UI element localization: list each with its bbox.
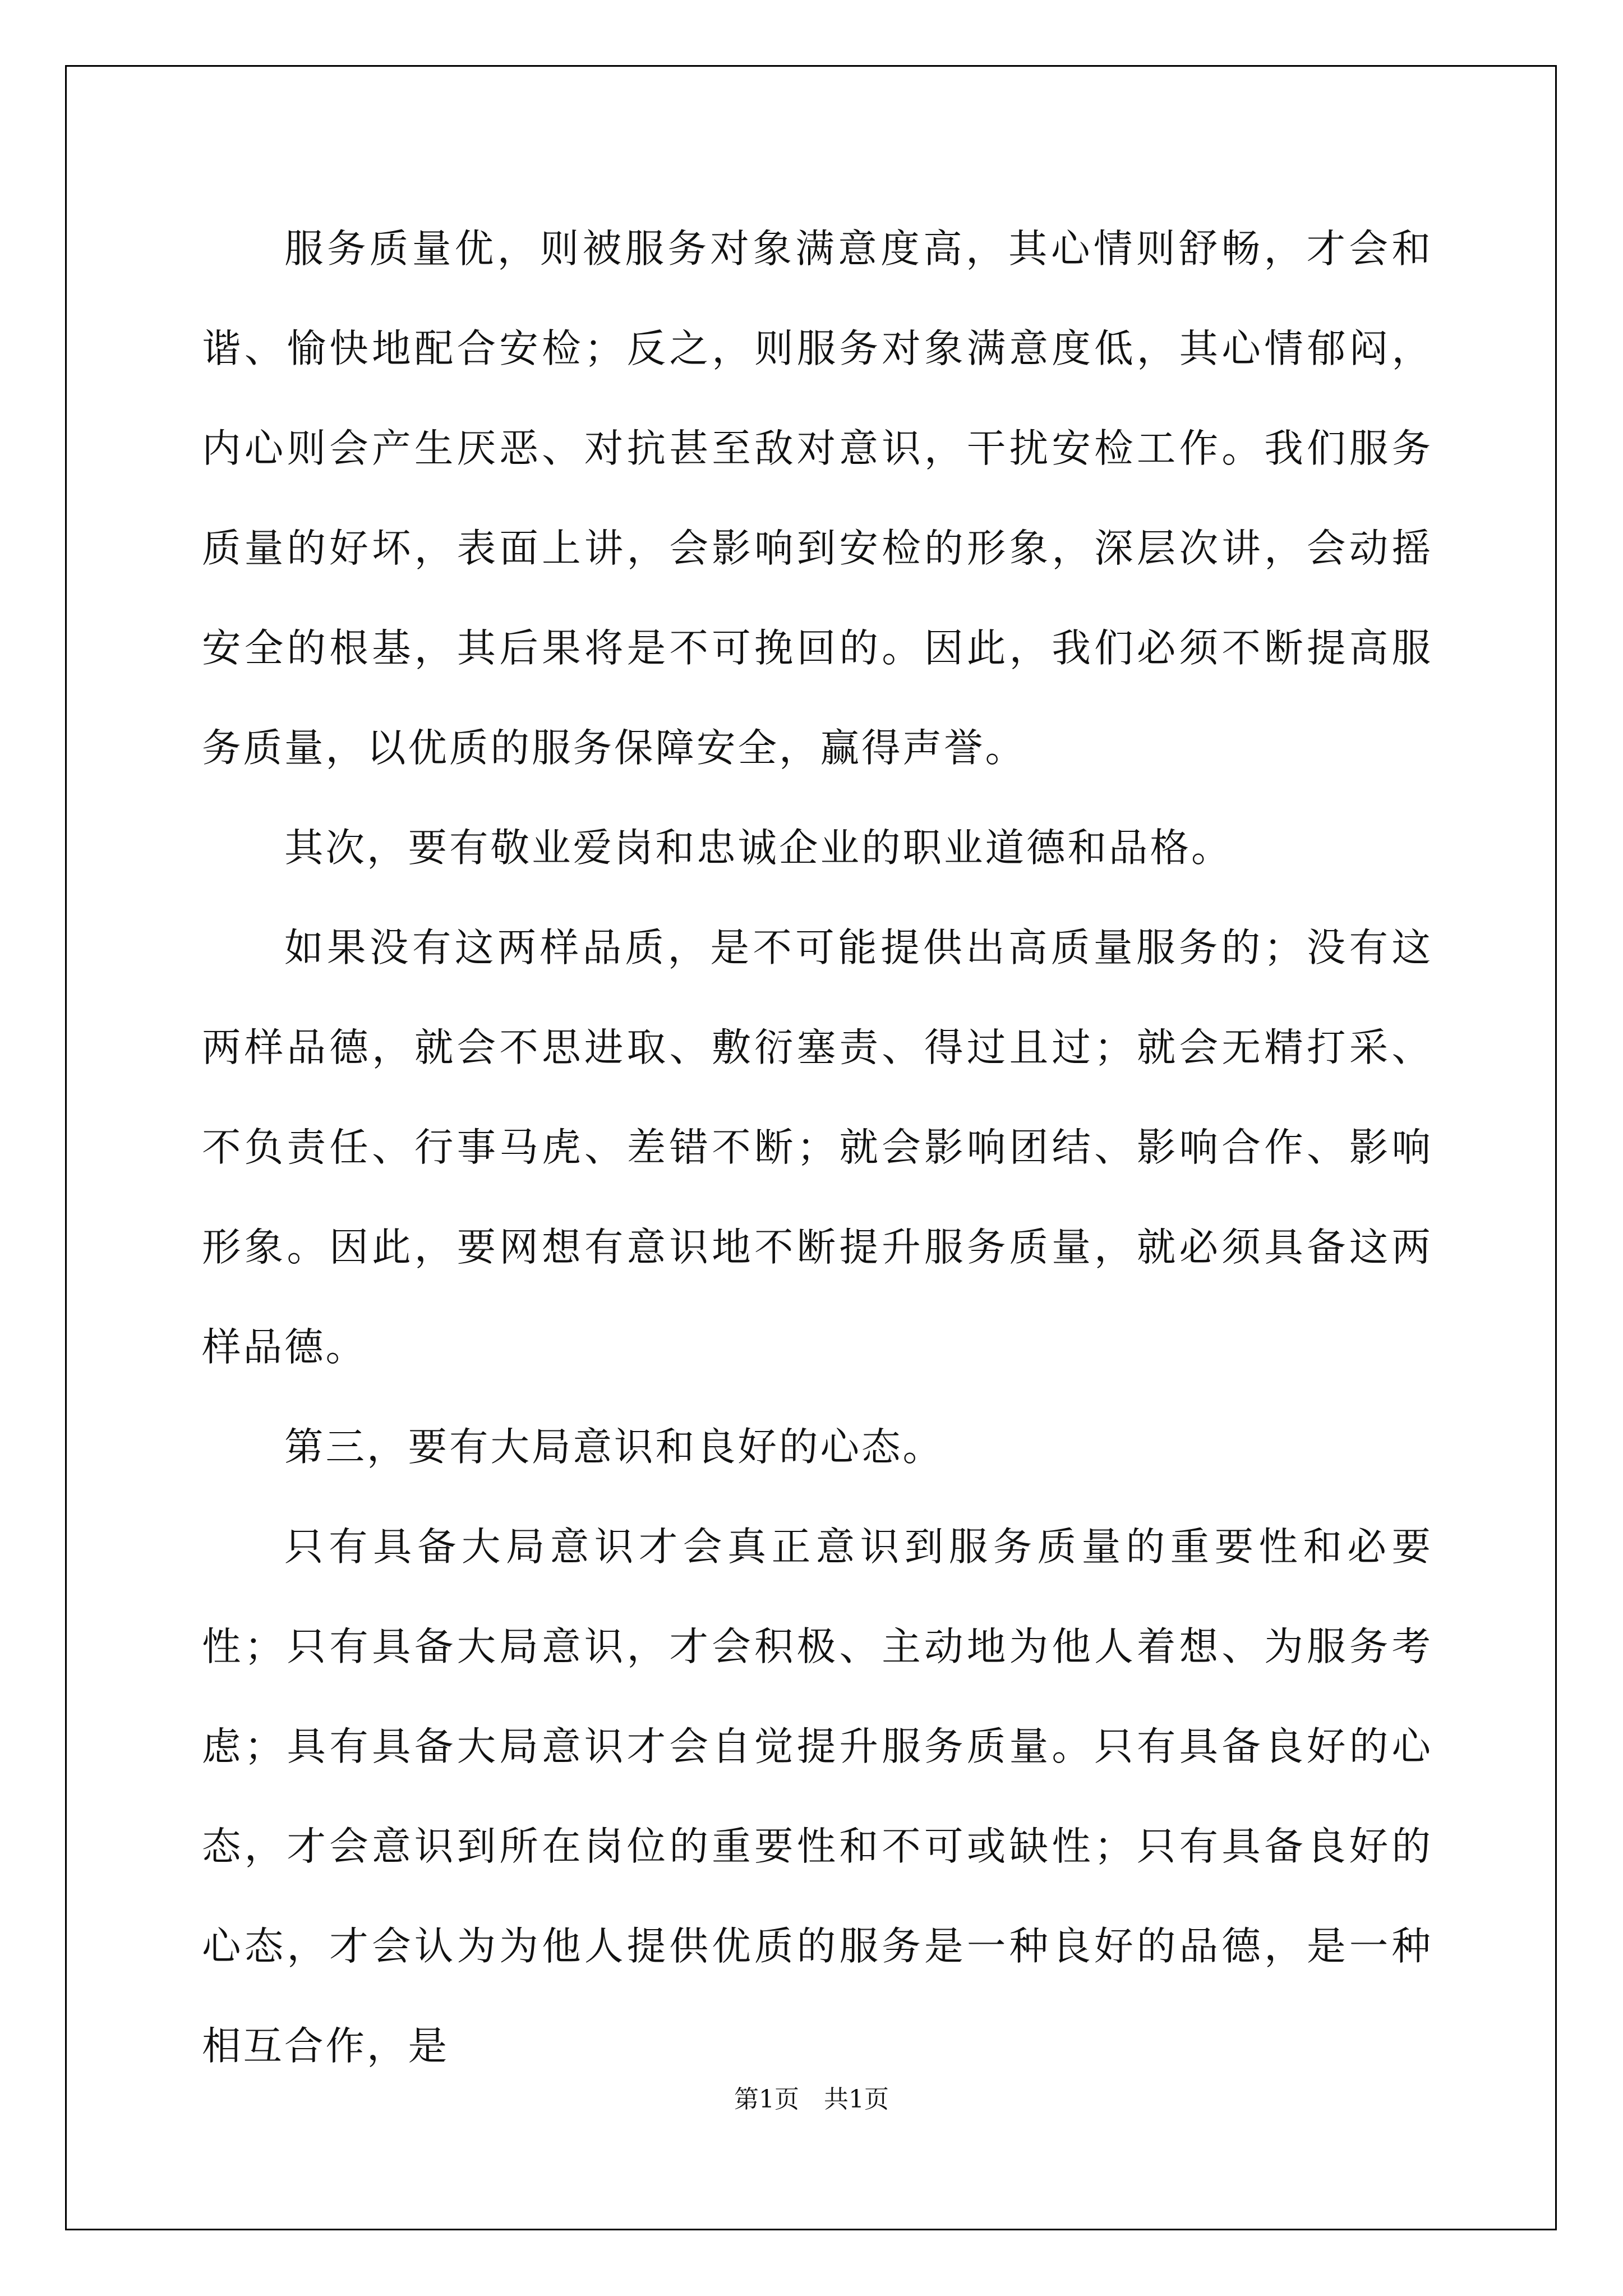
- paragraph-third-point-heading: 第三，要有大局意识和良好的心态。: [284, 1424, 944, 1470]
- paragraph-second-point-heading: 其次，要有敬业爱岗和忠诚企业的职业道德和品格。: [284, 825, 1233, 871]
- paragraph-service-quality: 服务质量优，则被服务对象满意度高，其心情则舒畅，才会和谐、愉快地配合安检；反之，则服务对象满意度低，其心情郁闷，内心则会产生厌恶、对抗甚至敌对意识，干扰安检工作。我们服务质量的好坏，表面上讲，会影响到安检的形象，深层次讲，会动摇安全的根基，其后果将是不可挽回的。因此，我们必须不断提高服务质量，以优质的服务保障安全，赢得声誉。: [202, 226, 1433, 771]
- document-body: [202, 199, 1433, 2096]
- paragraph-big-picture-awareness: 只有具备大局意识才会真正意识到服务质量的重要性和必要性；只有具备大局意识，才会积极、主动地为他人着想、为服务考虑；具有具备大局意识才会自觉提升服务质量。只有具备良好的心态，才会意识到所在岗位的重要性和不可或缺性；只有具备良好的心态，才会认为为他人提供优质的服务是一种良好的品德，是一种相互合作，是: [202, 1524, 1433, 2069]
- paragraph-moral-qualities: 如果没有这两样品质，是不可能提供出高质量服务的；没有这两样品德，就会不思进取、敷衍塞责、得过且过；就会无精打采、不负责任、行事马虎、差错不断；就会影响团结、影响合作、影响形象。因此，要网想有意识地不断提升服务质量，就必须具备这两样品德。: [202, 925, 1433, 1370]
- page-number-footer: 第1页 共1页: [734, 2085, 889, 2114]
